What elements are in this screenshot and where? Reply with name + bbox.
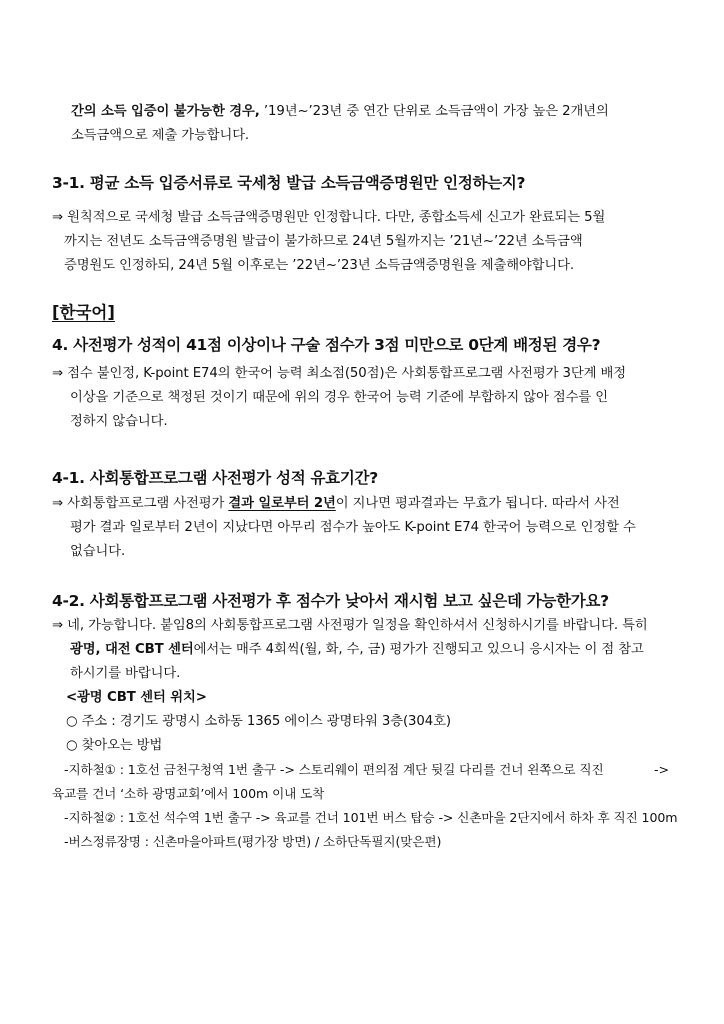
q42-line-2 xyxy=(70,638,644,662)
q41-line-3: 없습니다. xyxy=(70,544,126,559)
subway-route-1: -지하철① : 1호선 금천구청역 1번 출구 -> 스토리웨이 편의점 계단 뒷길 다리를 건너 왼쪽으로 직진 xyxy=(64,762,604,777)
q42-line-2-post: 에서는 매주 4회씩(월, 화, 수, 금) 평가가 진행되고 있으니 응시자는 이 점 참고 xyxy=(193,642,644,657)
q31-line-2: 까지는 전년도 소득금액증명원 발급이 불가하므로 24년 5월까지는 ’21년~’22년 소득금액 xyxy=(64,234,583,249)
q31-line-1: ⇒ 원칙적으로 국세청 발급 소득금액증명원만 인정합니다. 다만, 종합소득세 신고가 완료되는 5월 xyxy=(52,210,606,225)
center-address: ○ 주소 : 경기도 광명시 소하동 1365 에이스 광명타워 3층(304호) xyxy=(66,714,451,729)
q41-heading: 4-1. 사회통합프로그램 사전평가 성적 유효기간? xyxy=(52,469,378,487)
intro-line-1-rest: ’19년~’23년 중 연간 단위로 소득금액이 가장 높은 2개년의 xyxy=(259,104,609,119)
subway-route-1-arrow: -> xyxy=(654,762,669,777)
q41-line-1-pre: ⇒ 사회통합프로그램 사전평가 xyxy=(52,496,229,511)
q42-line-3: 하시기를 바랍니다. xyxy=(70,666,181,681)
q4-line-1: ⇒ 점수 불인정, K-point E74의 한국어 능력 최소점(50점)은 사회통합프로그램 사전평가 3단계 배정 xyxy=(52,366,627,381)
q4-heading: 4. 사전평가 성적이 41점 이상이나 구술 점수가 3점 미만으로 0단계 배정된 경우? xyxy=(52,336,601,354)
bus-stop-name: -버스정류장명 : 신촌마을아파트(평가장 방면) / 소하단독필지(맞은편) xyxy=(64,834,442,849)
q4-line-2: 이상을 기준으로 책정된 것이기 때문에 위의 경우 한국어 능력 기준에 부합하지 않아 점수를 인 xyxy=(70,390,608,405)
q31-line-3: 증명원도 인정하되, 24년 5월 이후로는 ’22년~’23년 소득금액증명원을 제출해야합니다. xyxy=(64,258,575,273)
q41-line-2: 평가 결과 일로부터 2년이 지났다면 아무리 점수가 높아도 K-point E74 한국어 능력으로 인정할 수 xyxy=(70,520,636,535)
directions-label: ○ 찾아오는 방법 xyxy=(66,738,163,753)
subway-route-2: -지하철② : 1호선 석수역 1번 출구 -> 육교를 건너 101번 버스 탑승 -> 신촌마을 2단지에서 하차 후 직진 100m xyxy=(64,810,678,825)
intro-emphasis: 간의 소득 입증이 불가능한 경우, xyxy=(71,104,260,119)
q42-line-1: ⇒ 네, 가능합니다. 붙임8의 사회통합프로그램 사전평가 일정을 확인하셔서 신청하시기를 바랍니다. 특히 xyxy=(52,618,648,633)
intro-line-1 xyxy=(71,100,609,124)
q42-emphasis: 광명, 대전 CBT 센터 xyxy=(70,642,194,657)
intro-line-2: 소득금액으로 제출 가능합니다. xyxy=(71,128,250,143)
q4-line-3: 정하지 않습니다. xyxy=(70,414,168,429)
q41-emphasis: 결과 일로부터 2년 xyxy=(228,496,336,511)
section-title-text: [한국어] xyxy=(52,303,115,322)
q31-heading: 3-1. 평균 소득 입증서류로 국세청 발급 소득금액증명원만 인정하는지? xyxy=(52,174,526,192)
q41-line-1-post: 이 지나면 평과결과는 무효가 됩니다. 따라서 사전 xyxy=(335,496,620,511)
q42-heading: 4-2. 사회통합프로그램 사전평가 후 점수가 낮아서 재시험 보고 싶은데 가능한가요? xyxy=(52,592,609,610)
subway-route-1-continued: 육교를 건너 ‘소하 광명교회’에서 100m 이내 도착 xyxy=(52,786,325,801)
section-title-korean xyxy=(52,302,115,324)
q41-line-1 xyxy=(52,492,620,516)
center-location-title: <광명 CBT 센터 위치> xyxy=(66,690,207,705)
